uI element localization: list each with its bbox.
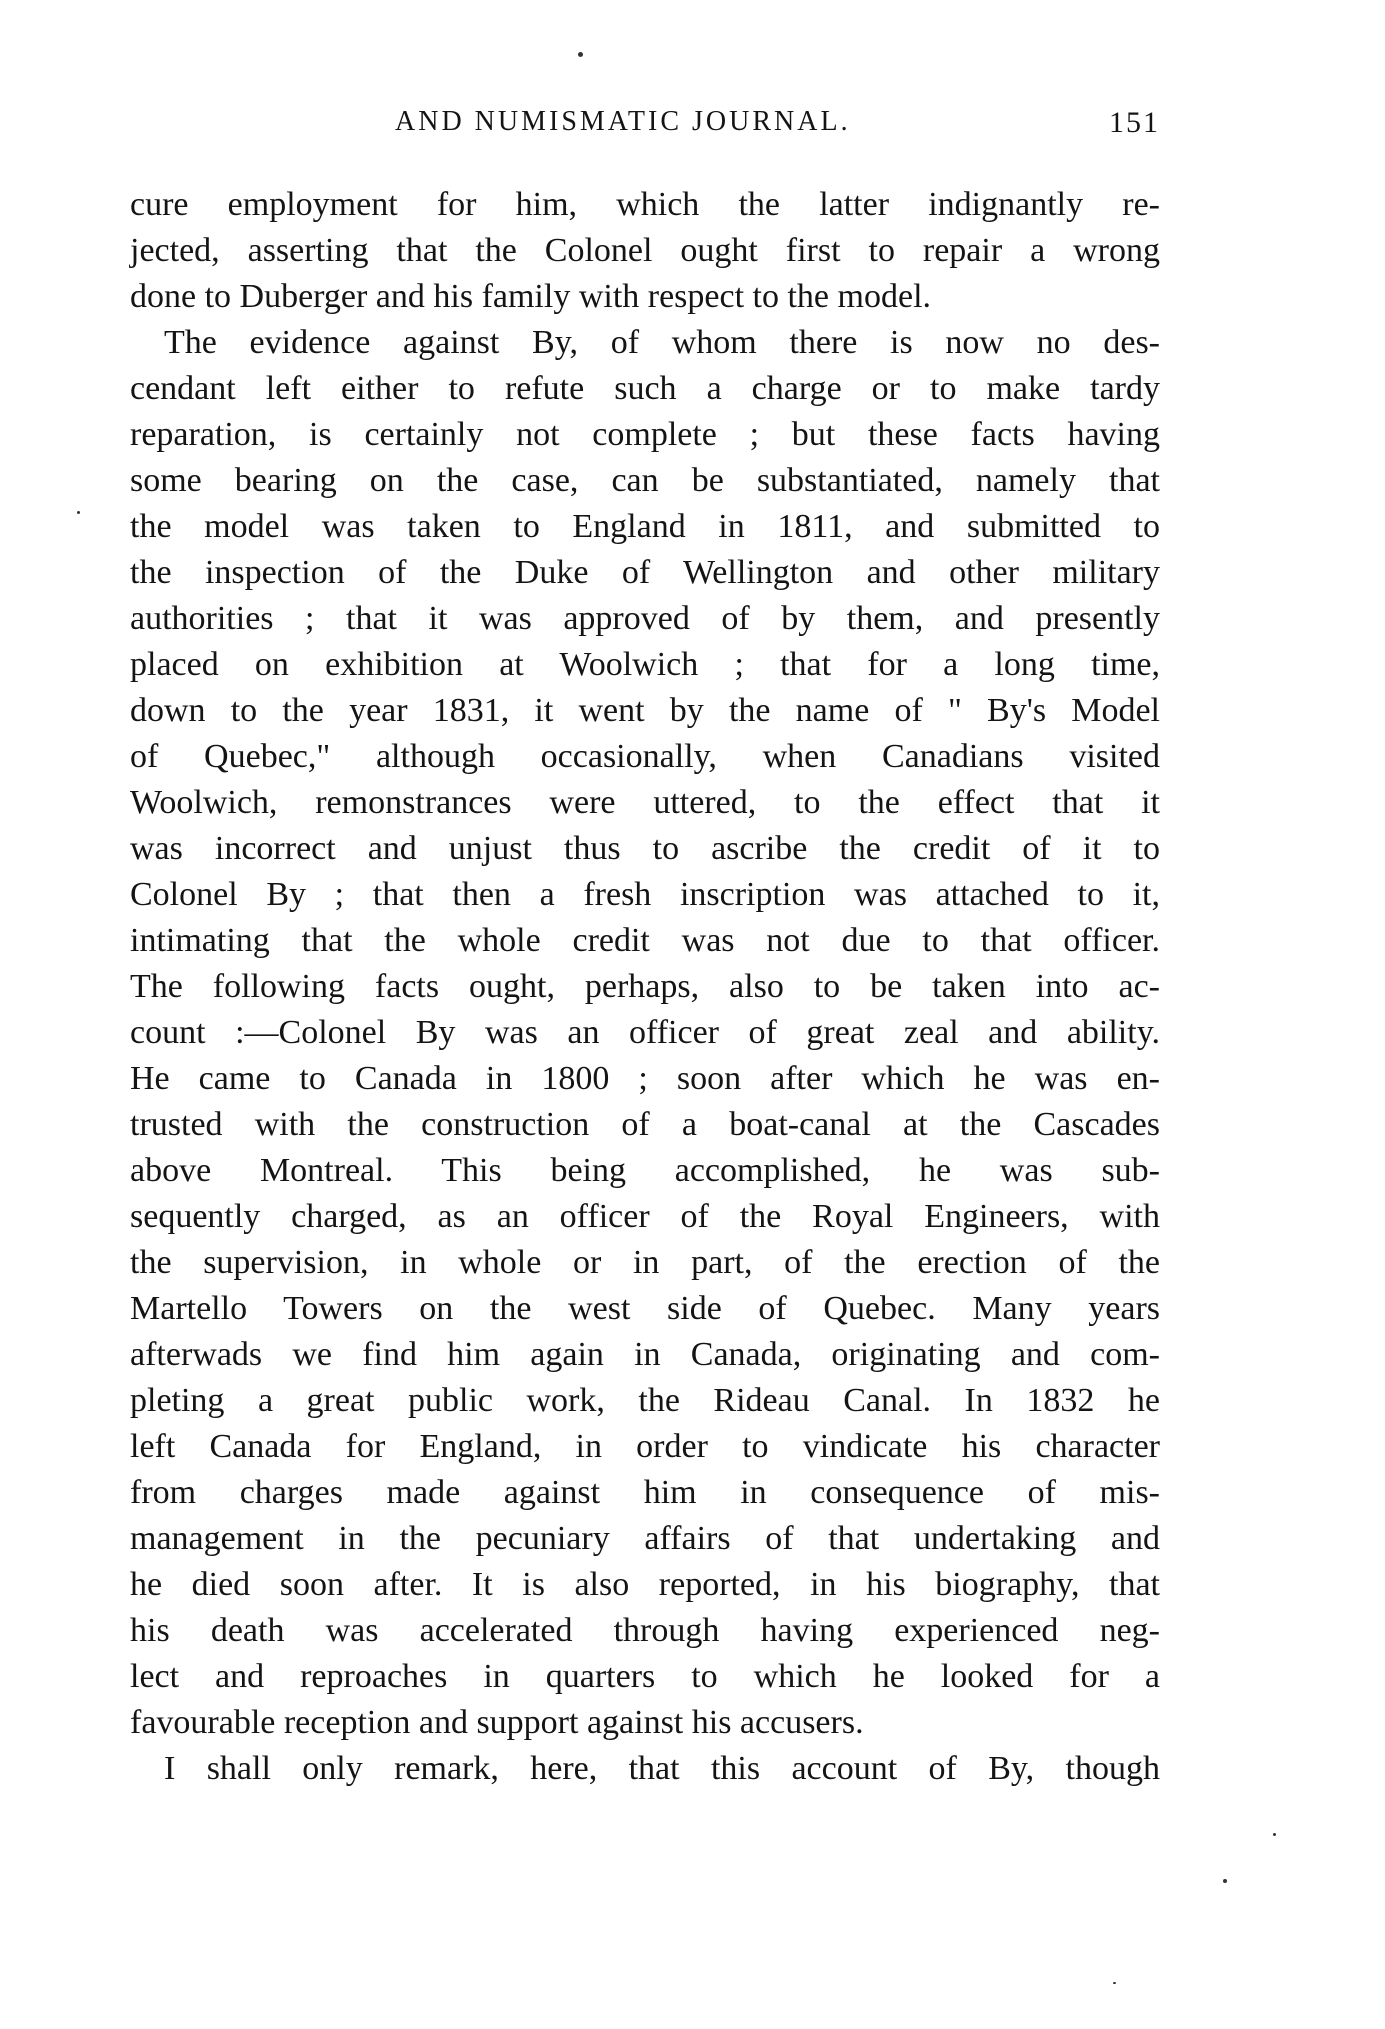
text-line: jected, asserting that the Colonel ought first to repair a wrong <box>130 232 1160 269</box>
text-line: Martello Towers on the west side of Quebec. Many years <box>130 1290 1160 1327</box>
page-number: 151 <box>1109 106 1160 139</box>
text-line: placed on exhibition at Woolwich ; that for a long time, <box>130 646 1160 683</box>
text-line: favourable reception and support against his accusers. <box>130 1704 864 1741</box>
text-line: Colonel By ; that then a fresh inscription was attached to it, <box>130 876 1160 913</box>
text-line: management in the pecuniary affairs of that undertaking and <box>130 1520 1160 1557</box>
text-line: pleting a great public work, the Rideau Canal. In 1832 he <box>130 1382 1160 1419</box>
text-line: he died soon after. It is also reported, in his biography, that <box>130 1566 1160 1603</box>
text-line: afterwads we find him again in Canada, originating and com- <box>130 1336 1160 1373</box>
scan-speck <box>1273 1833 1276 1836</box>
scan-speck <box>578 52 583 57</box>
scan-speck <box>77 511 80 514</box>
text-line: cure employment for him, which the latter indignantly re- <box>130 186 1160 223</box>
text-line: count :—Colonel By was an officer of great zeal and ability. <box>130 1014 1160 1051</box>
text-line: sequently charged, as an officer of the Royal Engineers, with <box>130 1198 1160 1235</box>
text-line: He came to Canada in 1800 ; soon after which he was en- <box>130 1060 1160 1097</box>
text-line: done to Duberger and his family with respect to the model. <box>130 278 932 315</box>
text-line: Woolwich, remonstrances were uttered, to the effect that it <box>130 784 1160 821</box>
body-text <box>130 182 1160 1792</box>
text-line: authorities ; that it was approved of by them, and presently <box>130 600 1160 637</box>
text-line: The following facts ought, perhaps, also to be taken into ac- <box>130 968 1160 1005</box>
text-line: from charges made against him in consequence of mis- <box>130 1474 1160 1511</box>
paragraph-start-line: The evidence against By, of whom there is now no des- <box>164 324 1160 361</box>
text-line: intimating that the whole credit was not due to that officer. <box>130 922 1160 959</box>
page-header <box>130 106 1160 146</box>
paragraph-start-line: I shall only remark, here, that this account of By, though <box>164 1750 1160 1787</box>
text-line: down to the year 1831, it went by the name of " By's Model <box>130 692 1160 729</box>
text-line: his death was accelerated through having experienced neg- <box>130 1612 1160 1649</box>
scan-speck <box>1223 1879 1227 1883</box>
text-line: left Canada for England, in order to vindicate his character <box>130 1428 1160 1465</box>
text-line: the supervision, in whole or in part, of the erection of the <box>130 1244 1160 1281</box>
text-line: the inspection of the Duke of Wellington and other military <box>130 554 1160 591</box>
text-line: reparation, is certainly not complete ; but these facts having <box>130 416 1160 453</box>
text-line: lect and reproaches in quarters to which he looked for a <box>130 1658 1160 1695</box>
text-line: cendant left either to refute such a charge or to make tardy <box>130 370 1160 407</box>
text-line: trusted with the construction of a boat-canal at the Cascades <box>130 1106 1160 1143</box>
text-line: of Quebec," although occasionally, when Canadians visited <box>130 738 1160 775</box>
text-line: some bearing on the case, can be substantiated, namely that <box>130 462 1160 499</box>
text-line: was incorrect and unjust thus to ascribe the credit of it to <box>130 830 1160 867</box>
running-head: AND NUMISMATIC JOURNAL. <box>395 106 851 137</box>
scan-speck <box>1113 1982 1116 1984</box>
text-line: above Montreal. This being accomplished, he was sub- <box>130 1152 1160 1189</box>
text-line: the model was taken to England in 1811, and submitted to <box>130 508 1160 545</box>
